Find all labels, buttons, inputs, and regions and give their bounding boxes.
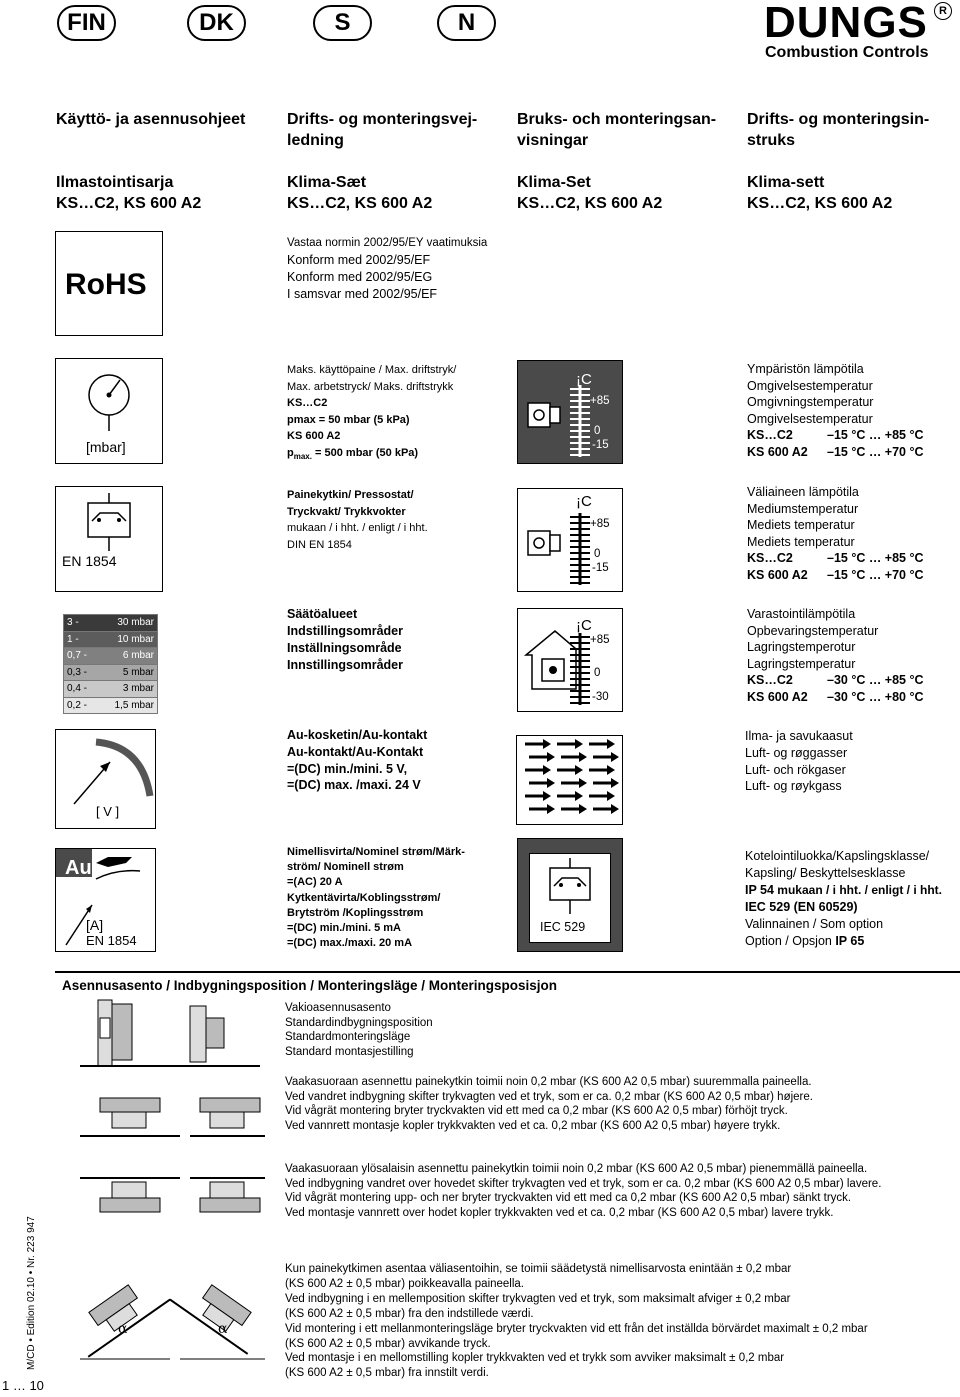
medium-line: Väliaineen lämpötila — [747, 485, 859, 499]
mounting-line: (KS 600 A2 ± 0,5 mbar) poikkeavalla paineella. — [285, 1277, 525, 1290]
storage-scale-top: +85 — [590, 634, 610, 646]
enclosure-standard-label: IEC 529 — [540, 920, 586, 934]
mounting-line: Ved montasje vannrett over hodet kopler trykkvakten ved et ca. 0,2 mbar (KS 600 A2 0,5 mbar) lavere trykk. — [285, 1206, 834, 1219]
product-models-fin: KS…C2, KS 600 A2 — [56, 195, 202, 212]
storage-model-range: –30 °C … +80 °C — [827, 689, 924, 704]
pressure-model-label: KS…C2 — [287, 397, 328, 409]
voltage-line: Au-kontakt/Au-Kontakt — [287, 744, 424, 759]
rohs-line: I samsvar med 2002/95/EF — [287, 287, 438, 301]
mounting-title: Asennusasento / Indbygningsposition / Monteringsläge / Monteringsposisjon — [62, 978, 558, 993]
rohs-line: Konform med 2002/95/EF — [287, 253, 431, 267]
storage-text — [747, 606, 924, 706]
enclosure-line: Option / Opsjon — [745, 934, 836, 948]
media-icon-frame — [516, 735, 623, 825]
switch-line: mukaan / i hht. / enligt / i hht. — [287, 522, 428, 534]
mounting-line: Ved indbygning i en mellemposition skifter trykvagten ved et tryk, som maksimalt afviger ± 0,2 mbar — [285, 1292, 791, 1305]
angle-alpha-label: α — [218, 1321, 228, 1337]
enclosure-line: IEC 529 (EN 60529) — [745, 900, 858, 914]
ambient-text — [747, 361, 924, 461]
voltage-line: =(DC) min./mini. 5 V, — [287, 761, 408, 776]
enclosure-ip-rating: IP 54 — [745, 883, 774, 897]
medium-text — [747, 484, 924, 584]
current-line: =(DC) max./maxi. 20 mA — [287, 937, 413, 950]
range-from: 0,7 - — [64, 648, 98, 665]
enclosure-line: Kotelointiluokka/Kapslingsklasse/ — [745, 849, 930, 863]
manual-title-s: Bruks- och monteringsan- visningar — [517, 111, 717, 149]
gold-contact-label: Au — [65, 857, 92, 879]
voltage-unit-label: [ V ] — [96, 804, 120, 819]
current-line: Kytkentävirta/Koblingsstrøm/ — [287, 891, 441, 904]
medium-line: Mediumstemperatur — [747, 501, 859, 516]
media-line: Luft- och rökgaser — [745, 762, 846, 777]
registered-mark: R — [934, 2, 952, 20]
ambient-temp-icon-frame — [517, 360, 623, 464]
voltage-icon-frame — [55, 729, 156, 829]
voltage-line: Au-kosketin/Au-kontakt — [287, 728, 428, 742]
medium-model-label: KS 600 A2 — [747, 567, 808, 582]
enclosure-line: mukaan / i hht. / enligt / i hht. — [773, 883, 942, 897]
lang-dk-badge: DK — [187, 5, 246, 41]
range-row — [64, 681, 158, 698]
ranges-text — [287, 606, 403, 674]
storage-scale-unit: ¡C — [576, 617, 592, 634]
mounting-intermediate-drawing — [60, 1275, 270, 1365]
ambient-line: Omgivelsestemperatur — [747, 411, 873, 426]
pressure-unit-label: [mbar] — [86, 439, 126, 455]
setting-ranges-table — [63, 614, 158, 714]
switch-icon-frame — [55, 486, 163, 592]
enclosure-line: Kapsling/ Beskyttelsesklasse — [745, 866, 906, 880]
current-line: ström/ Nominell strøm — [287, 861, 404, 874]
ranges-line: Innstillingsområder — [287, 658, 403, 672]
mounting-horizontal-drawing — [60, 1088, 270, 1148]
medium-model-range: –15 °C … +70 °C — [827, 567, 924, 582]
medium-model-range: –15 °C … +85 °C — [827, 551, 924, 566]
voltage-text — [287, 727, 427, 794]
range-row — [64, 631, 158, 648]
ambient-line: Ympäristön lämpötila — [747, 362, 864, 376]
pressure-p-symbol: p — [287, 446, 294, 459]
mounting-standard-text — [285, 1001, 433, 1059]
mounting-line: Ved vandret indbygning skifter trykvagten ved et tryk, som er ca. 0,2 mbar (KS 600 A2 0,5 mbar) højere. — [285, 1090, 813, 1103]
section-divider — [55, 971, 960, 973]
medium-model-label: KS…C2 — [747, 551, 793, 566]
pressure-switch-icon — [56, 487, 162, 591]
ranges-line: Inställningsområde — [287, 641, 402, 655]
current-icon-frame — [55, 848, 156, 952]
mounting-line: Vaakasuoraan ylösalaisin asennettu painekytkin toimii noin 0,2 mbar (KS 600 A2 0,5 mbar) pienemmällä paineella. — [285, 1163, 868, 1175]
medium-scale-bottom: -15 — [592, 562, 609, 574]
storage-line: Lagringstemperotur — [747, 640, 856, 655]
page-number: 1 … 10 — [2, 1378, 44, 1393]
mounting-line: (KS 600 A2 ± 0,5 mbar) fra den indstillede værdi. — [285, 1307, 534, 1320]
product-models-n: KS…C2, KS 600 A2 — [747, 195, 893, 212]
range-to: 1,5 mbar — [98, 697, 158, 714]
range-row — [64, 648, 158, 665]
range-to: 30 mbar — [98, 615, 158, 632]
mounting-line: (KS 600 A2 ± 0,5 mbar) fra innstilt verdi. — [285, 1367, 489, 1380]
product-name-n: Klima-sett — [747, 174, 825, 191]
range-row — [64, 697, 158, 714]
mounting-line: Standardindbygningsposition — [285, 1016, 433, 1029]
ambient-scale-top: +85 — [590, 395, 610, 407]
range-from: 1 - — [64, 631, 98, 648]
range-from: 0,2 - — [64, 697, 98, 714]
lang-fin-badge: FIN — [57, 5, 116, 41]
pressure-model-value: = 500 mbar (50 kPa) — [311, 446, 419, 459]
current-line: =(DC) min./mini. 5 mA — [287, 922, 401, 935]
range-to: 5 mbar — [98, 664, 158, 681]
current-unit-label: [A] — [86, 917, 104, 933]
medium-scale-mid: 0 — [594, 548, 601, 560]
lang-n-badge: N — [437, 5, 496, 41]
manual-title-n: Drifts- og monteringsin- struks — [747, 111, 930, 149]
product-name-dk: Klima-Sæt — [287, 174, 367, 191]
range-from: 0,3 - — [64, 664, 98, 681]
product-models-dk: KS…C2, KS 600 A2 — [287, 195, 433, 212]
range-row — [64, 664, 158, 681]
switch-line: DIN EN 1854 — [287, 538, 352, 551]
mounting-line: Vid montering i ett mellanmonteringsläge bryter tryckvakten vid ett från det inställda börvärdet maximalt ± 0,2 mbar — [285, 1322, 868, 1335]
mounting-line: Vakioasennusasento — [285, 1002, 391, 1014]
rohs-icon-frame — [55, 231, 163, 336]
current-text — [287, 845, 465, 951]
mounting-line: Standardmonteringsläge — [285, 1031, 411, 1043]
document-id: M/CD • Edition 02.10 • Nr. 223 947 — [26, 1216, 37, 1370]
enclosure-inner — [529, 853, 611, 943]
medium-scale-unit: ¡C — [576, 493, 592, 510]
ambient-model-range: –15 °C … +85 °C — [827, 428, 924, 443]
ranges-line: Säätöalueet — [287, 607, 358, 621]
switch-text — [287, 487, 428, 553]
rohs-text — [287, 235, 487, 303]
mounting-line: Kun painekytkimen asentaa väliasentoihin, se toimii säädetystä nimellisarvosta enintään ± 0,2 mbar — [285, 1263, 792, 1275]
ambient-scale-bottom: -15 — [592, 439, 609, 451]
mounting-line: Vid vågrät montering bryter tryckvakten vid ett med ca 0,2 mbar (KS 600 A2 0,5 mbar) förhöjt tryck. — [285, 1105, 788, 1117]
pressure-line: Maks. käyttöpaine / Max. driftstryk/ — [287, 364, 457, 376]
media-line: Luft- og røggasser — [745, 745, 848, 760]
medium-line: Mediets temperatur — [747, 534, 855, 549]
storage-model-range: –30 °C … +85 °C — [827, 673, 924, 688]
storage-temp-icon-frame — [517, 608, 623, 712]
pressure-line: Max. arbetstryck/ Maks. driftstrykk — [287, 380, 454, 393]
pressure-model-value: pmax = 50 mbar (5 kPa) — [287, 413, 410, 426]
mounting-line: (KS 600 A2 ± 0,5 mbar) avvikande tryck. — [285, 1337, 491, 1350]
product-models-s: KS…C2, KS 600 A2 — [517, 195, 663, 212]
range-from: 3 - — [64, 615, 98, 632]
medium-scale-top: +85 — [590, 518, 610, 530]
range-to: 3 mbar — [98, 681, 158, 698]
storage-scale-mid: 0 — [594, 667, 601, 679]
storage-line: Varastointilämpötila — [747, 607, 856, 621]
product-name-fin: Ilmastointisarja — [56, 174, 174, 191]
current-line: Brytström /Koplingsstrøm — [287, 906, 424, 919]
ambient-line: Omgivningstemperatur — [747, 395, 874, 410]
mounting-line: Standard montasjestilling — [285, 1045, 414, 1058]
rohs-line: Vastaa normin 2002/95/EY vaatimuksia — [287, 237, 488, 249]
enclosure-text — [745, 848, 942, 950]
ambient-scale-mid: 0 — [594, 425, 601, 437]
manual-title-dk: Drifts- og monteringsvej- ledning — [287, 111, 478, 149]
switch-line: Tryckvakt/ Trykkvokter — [287, 505, 406, 518]
current-line: =(AC) 20 A — [287, 876, 343, 889]
media-line: Ilma- ja savukaasut — [745, 729, 853, 743]
storage-line: Opbevaringstemperatur — [747, 623, 879, 638]
current-line: Nimellisvirta/Nominel strøm/Märk- — [287, 846, 465, 858]
mounting-standard-drawing — [60, 998, 270, 1078]
storage-model-label: KS 600 A2 — [747, 689, 808, 704]
ambient-scale-unit: ¡C — [576, 371, 592, 388]
airflow-arrows-icon — [517, 736, 622, 824]
media-line: Luft- og røykgass — [745, 779, 842, 794]
ambient-model-label: KS…C2 — [747, 428, 793, 443]
switch-line: Painekytkin/ Pressostat/ — [287, 489, 414, 501]
range-to: 10 mbar — [98, 631, 158, 648]
range-from: 0,4 - — [64, 681, 98, 698]
ranges-line: Indstillingsområder — [287, 624, 403, 638]
current-standard-label: EN 1854 — [86, 933, 137, 948]
media-text — [745, 728, 853, 795]
product-name-s: Klima-Set — [517, 174, 591, 191]
ambient-model-range: –15 °C … +70 °C — [827, 444, 924, 459]
voltage-line: =(DC) max. /maxi. 24 V — [287, 778, 421, 793]
pressure-model-label: KS 600 A2 — [287, 430, 341, 442]
mounting-overhead-text — [285, 1162, 881, 1220]
mounting-line: Vaakasuoraan asennettu painekytkin toimii noin 0,2 mbar (KS 600 A2 0,5 mbar) suuremmalla paineella. — [285, 1076, 812, 1088]
medium-thermometer-icon — [518, 489, 622, 591]
ambient-model-label: KS 600 A2 — [747, 444, 808, 459]
medium-temp-icon-frame — [517, 488, 623, 592]
storage-line: Lagringstemperatur — [747, 656, 856, 671]
pressure-text — [287, 362, 456, 465]
mounting-line: Ved indbygning vandret over hovedet skifter trykvagten ved et tryk, som er ca. 0,2 mbar (KS 600 A2 0,5 mbar) lavere. — [285, 1177, 882, 1190]
mounting-line: Vid vågrät montering upp- och ner bryter tryckvakten vid ett med ca 0,2 mbar (KS 600 A2 0,5 mbar) sänkt tryck. — [285, 1192, 852, 1204]
brand-logo: DUNGS — [764, 0, 928, 47]
enclosure-line: Valinnainen / Som option — [745, 917, 884, 931]
mounting-horizontal-text — [285, 1075, 813, 1133]
rohs-label: RoHS — [65, 268, 147, 301]
enclosure-ip-option: IP 65 — [835, 934, 865, 948]
mounting-line: Ved montasje i en mellomstilling kopler trykkvakten ved et trykk som avviker maksimalt ± 0,2 mbar — [285, 1352, 785, 1365]
ambient-line: Omgivelsestemperatur — [747, 378, 873, 393]
switch-standard-label: EN 1854 — [62, 553, 117, 569]
storage-model-label: KS…C2 — [747, 673, 793, 688]
range-row — [64, 615, 158, 632]
manual-title-fin: Käyttö- ja asennusohjeet — [56, 111, 246, 128]
angle-alpha-label: α — [118, 1321, 128, 1337]
enclosure-icon-frame — [517, 838, 623, 952]
lang-s-badge: S — [313, 5, 372, 41]
range-to: 6 mbar — [98, 648, 158, 665]
pressure-icon-frame — [55, 358, 163, 464]
rohs-line: Konform med 2002/95/EG — [287, 270, 433, 284]
mounting-line: Ved vannrett montasje kopler trykkvakten ved et ca. 0,2 mbar (KS 600 A2 0,5 mbar) høyere trykk. — [285, 1119, 781, 1132]
mounting-overhead-drawing — [60, 1168, 270, 1228]
storage-scale-bottom: -30 — [592, 691, 609, 703]
pressure-p-subscript: max. — [293, 451, 312, 461]
medium-line: Mediets temperatur — [747, 518, 855, 533]
mounting-intermediate-text — [285, 1262, 868, 1381]
brand-tagline: Combustion Controls — [765, 44, 929, 61]
